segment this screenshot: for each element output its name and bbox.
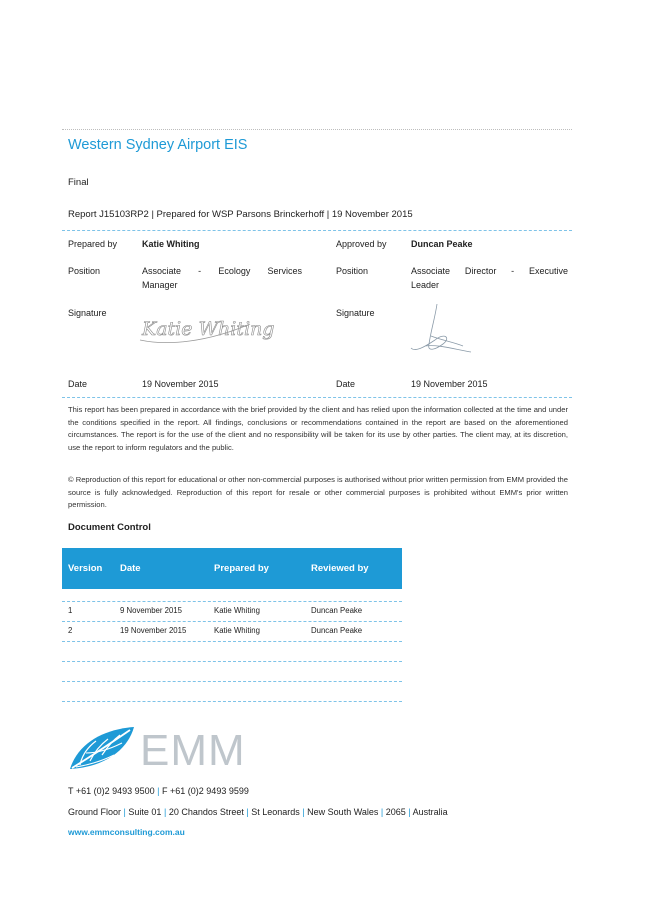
table-row: [62, 682, 402, 702]
table-row: [62, 662, 402, 682]
prepared-position-line2: Manager: [142, 280, 178, 290]
prepared-signature-image: [138, 302, 275, 350]
address-part: 20 Chandos Street: [168, 807, 244, 817]
approved-position-line1: Associate Director - Executive: [411, 266, 568, 276]
approved-signature-label: Signature: [336, 308, 375, 318]
website-link[interactable]: www.emmconsulting.com.au: [68, 827, 185, 837]
table-cell: 9 November 2015: [120, 606, 182, 615]
table-spacer: [62, 589, 402, 602]
logo-wordmark: EMM: [140, 726, 246, 775]
prepared-by-name: Katie Whiting: [142, 239, 200, 249]
emm-logo: [68, 723, 258, 775]
document-control-table: [62, 548, 402, 702]
column-header: Reviewed by: [311, 563, 369, 574]
prepared-date-value: 19 November 2015: [142, 379, 219, 389]
table-row: [62, 602, 402, 622]
approved-date-value: 19 November 2015: [411, 379, 488, 389]
approved-position-label: Position: [336, 266, 369, 276]
table-cell: 19 November 2015: [120, 626, 187, 635]
postal-address: Ground Floor | Suite 01 | 20 Chandos Street | St Leonards | New South Wales | 2065 | Australia: [68, 807, 448, 817]
approved-position-line2: Leader: [411, 280, 440, 290]
table-cell: Duncan Peake: [311, 606, 363, 615]
prepared-signature-label: Signature: [68, 308, 107, 318]
document-status: Final: [68, 177, 89, 188]
table-header: [62, 548, 402, 589]
signoff-top-divider: [62, 230, 572, 231]
column-header: Version: [68, 563, 103, 574]
address-part: Ground Floor: [68, 807, 122, 817]
approved-signature-image: [405, 300, 475, 362]
table-cell: Katie Whiting: [214, 606, 260, 615]
approved-by-label: Approved by: [336, 239, 387, 249]
table-cell: Katie Whiting: [214, 626, 260, 635]
table-cell: 1: [68, 606, 73, 615]
prepared-by-label: Prepared by: [68, 239, 118, 249]
phone-number: T +61 (0)2 9493 9500: [68, 786, 155, 796]
column-header: Prepared by: [214, 563, 269, 574]
fax-number: F +61 (0)2 9493 9599: [162, 786, 249, 796]
disclaimer-paragraph: This report has been prepared in accordance with the brief provided by the client and has relied upon the information collected at the time and under the conditions specified in the report. All findings, conclusions or recommendations contained in the report are based on the aforementioned circumstances. The report is for the use of the client and no responsibility will be taken for its use by other parties. The client may, at its discretion, use the report to inform regulators and the public.: [68, 405, 568, 452]
prepared-date-label: Date: [68, 379, 88, 389]
prepared-position-line1: Associate - Ecology Services: [142, 266, 302, 276]
approved-date-label: Date: [336, 379, 356, 389]
table-row: [62, 622, 402, 642]
table-cell: Duncan Peake: [311, 626, 363, 635]
leaf-icon: [70, 727, 134, 769]
document-control-heading: Document Control: [68, 522, 151, 533]
address-part: Australia: [412, 807, 448, 817]
address-part: Suite 01: [128, 807, 162, 817]
copyright-paragraph: © Reproduction of this report for educational or other non-commercial purposes is authorised without prior written permission from EMM provided the source is fully acknowledged. Reproduction of this report for resale or other commercial purposes is prohibited without EMM's prior written permission.: [68, 475, 568, 510]
column-header: Date: [120, 563, 141, 574]
approved-by-name: Duncan Peake: [411, 239, 473, 249]
address-part: 2065: [385, 807, 406, 817]
svg-text:Katie Whiting: Katie Whiting: [142, 318, 275, 340]
table-cell: 2: [68, 626, 73, 635]
document-title: Western Sydney Airport EIS: [68, 137, 248, 153]
signoff-bottom-divider: [62, 397, 572, 398]
address-part: New South Wales: [307, 807, 379, 817]
address-part: St Leonards: [251, 807, 300, 817]
contact-numbers: T +61 (0)2 9493 9500 | F +61 (0)2 9493 9599: [68, 786, 249, 796]
report-reference: Report J15103RP2 | Prepared for WSP Parsons Brinckerhoff | 19 November 2015: [68, 209, 413, 220]
table-row: [62, 642, 402, 662]
prepared-position-label: Position: [68, 266, 101, 276]
top-divider: [62, 129, 572, 130]
